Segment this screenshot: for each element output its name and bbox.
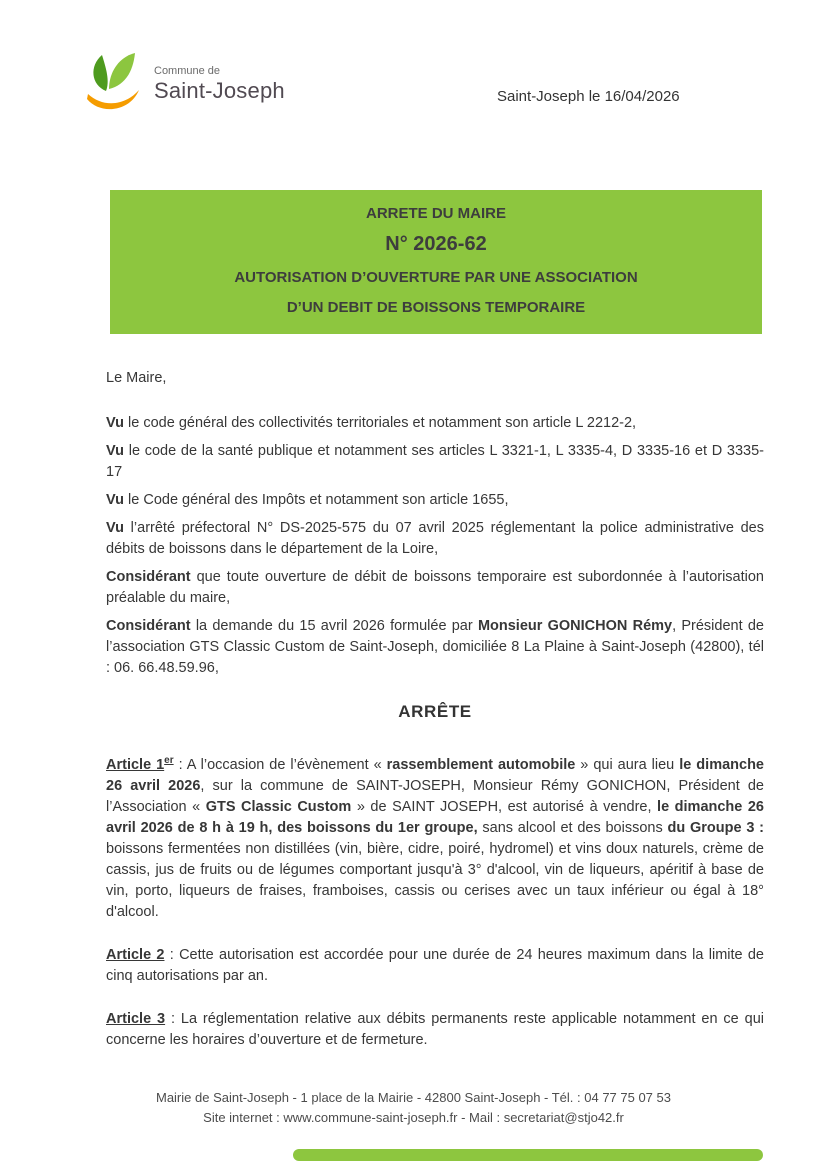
- footer-address-line: Mairie de Saint-Joseph - 1 place de la Mairie - 42800 Saint-Joseph - Tél. : 04 77 75 07 53: [155, 1090, 671, 1105]
- footer-green-bar: [293, 1149, 763, 1161]
- banner-subtitle-1: AUTORISATION D’OUVERTURE PAR UNE ASSOCIATION: [234, 269, 638, 286]
- date-line: Saint-Joseph le 16/04/2026: [497, 88, 680, 105]
- recital-considerant-1: Considérant que toute ouverture de débit de boissons temporaire est subordonnée à l’autorisation préalable du maire,: [106, 569, 764, 606]
- recital-vu-1: Vu le code général des collectivités territoriales et notamment son article L 2212-2,: [106, 415, 637, 431]
- logo-text: [154, 65, 285, 103]
- commune-logo: [82, 50, 285, 119]
- logo-commune-de-label: Commune de: [154, 65, 221, 78]
- banner-title: ARRETE DU MAIRE: [365, 205, 506, 222]
- footer: [0, 1088, 827, 1128]
- recital-considerant-2: Considérant la demande du 15 avril 2026 formulée par Monsieur GONICHON Rémy, Président de l’association GTS Classic Custom de Saint-Joseph, domiciliée 8 La Plaine à Saint-Joseph (42800), tél : 06. 66.48.59.96,: [106, 618, 764, 676]
- article-1: Article 1er : A l’occasion de l’évènement « rassemblement automobile » qui aura lieu le dimanche 26 avril 2026, sur la commune de SAINT-JOSEPH, Monsieur Rémy GONICHON, Président de l’Association « GTS Classic Custom » de SAINT JOSEPH, est autorisé à vendre, le dimanche 26 avril 2026 de 8 h à 19 h, des boissons du 1er groupe, sans alcool et des boissons du Groupe 3 : boissons fermentées non distillées (vin, bière, cidre, poiré, hydromel) et vins doux naturels, crème de cassis, jus de fruits ou de légumes comportant jusqu'à 3° d'alcool, vin de liqueurs, apéritif à base de vin, porto, liqueurs de fraises, framboises, cassis ou cerises avec un taux inférieur ou égal à 18° d'alcool.: [106, 755, 765, 920]
- document-body: [106, 368, 764, 1073]
- arrete-heading: ARRÊTE: [398, 702, 472, 721]
- article-2: Article 2 : Cette autorisation est accordée pour une durée de 24 heures maximum dans la limite de cinq autorisations par an.: [106, 946, 764, 984]
- recital-vu-2: Vu le code de la santé publique et notamment ses articles L 3321-1, L 3335-4, D 3335-16 et D 3335-17: [106, 443, 764, 480]
- banner-decree-number: N° 2026-62: [385, 233, 487, 255]
- recital-vu-4: Vu l’arrêté préfectoral N° DS-2025-575 du 07 avril 2025 réglementant la police administrative des débits de boissons dans le département de la Loire,: [106, 520, 764, 557]
- article-3: Article 3 : La réglementation relative aux débits permanents reste applicable notamment en ce qui concerne les horaires d’ouverture et de fermeture.: [106, 1010, 764, 1048]
- banner-subtitle-2: D’UN DEBIT DE BOISSONS TEMPORAIRE: [286, 299, 586, 316]
- logo-saint-joseph-label: Saint-Joseph: [154, 78, 285, 104]
- leaf-swoosh-logo-icon: [82, 50, 144, 119]
- salutation: Le Maire,: [106, 370, 167, 386]
- recital-vu-3: Vu le Code général des Impôts et notamment son article 1655,: [106, 492, 509, 508]
- footer-contact-line: Site internet : www.commune-saint-joseph.fr - Mail : secretariat@stjo42.fr: [203, 1110, 624, 1125]
- title-banner: [110, 190, 762, 334]
